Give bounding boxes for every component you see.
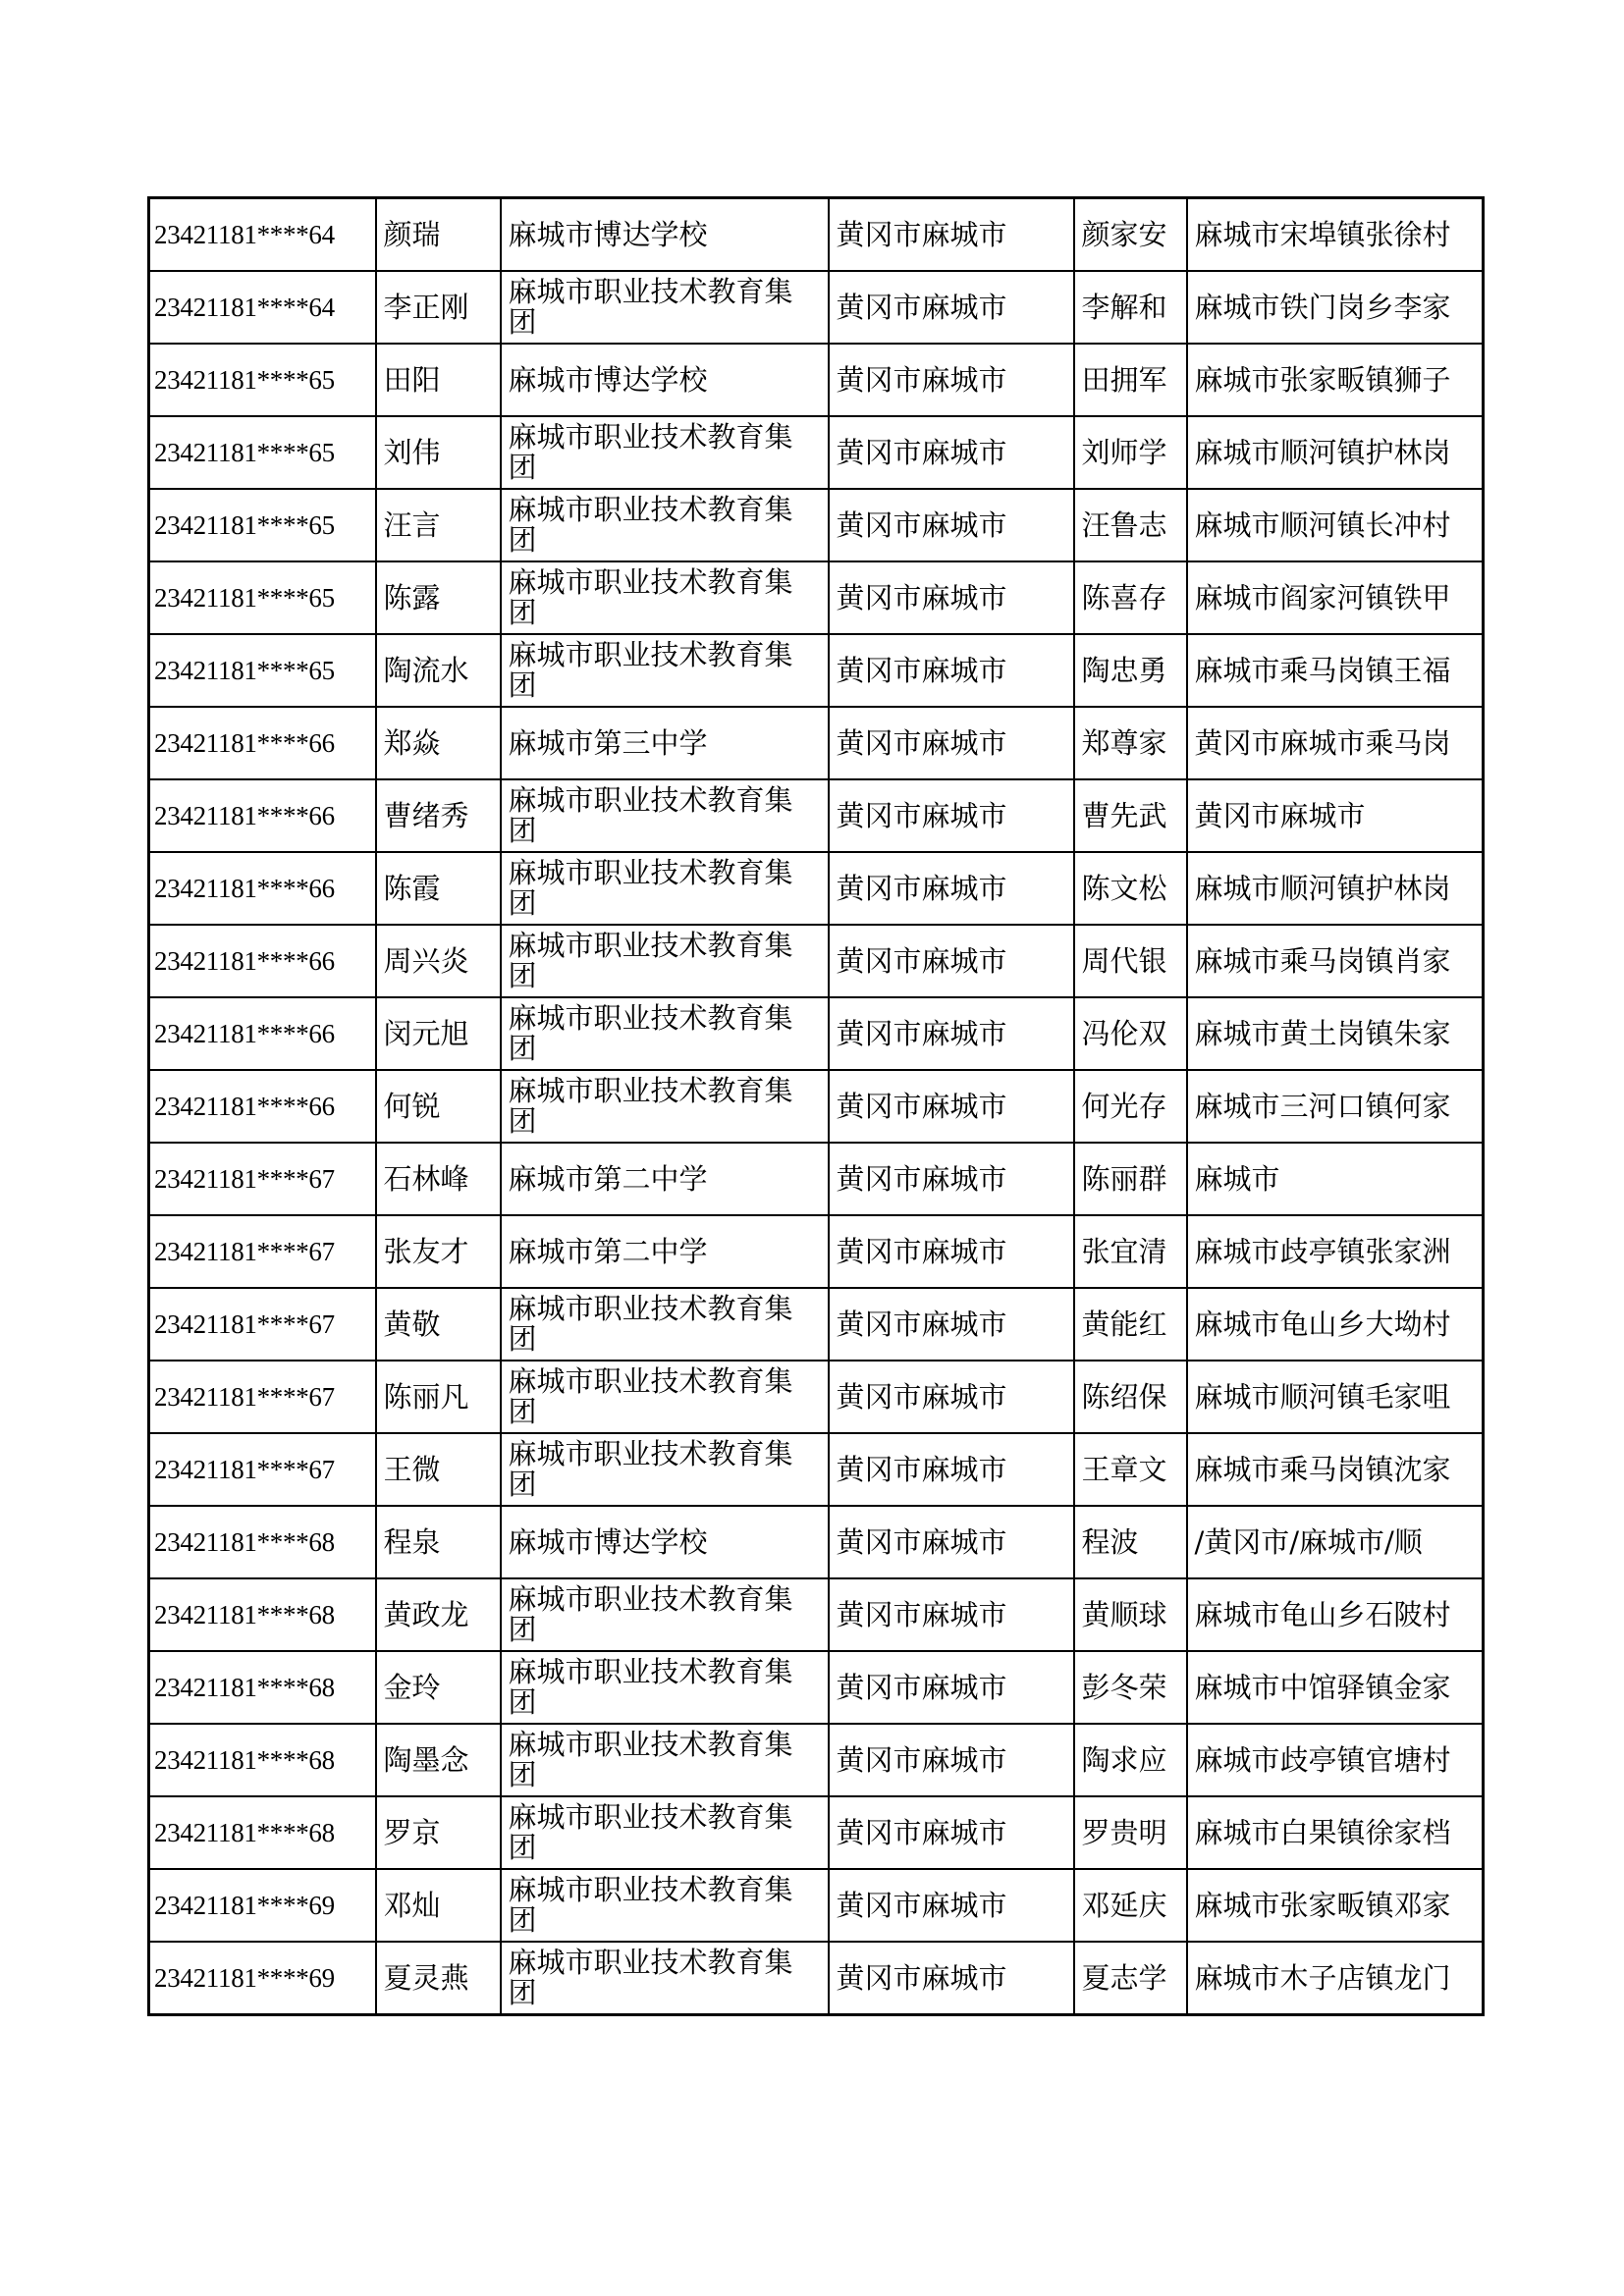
region-cell: 黄冈市麻城市	[829, 1143, 1074, 1215]
school-cell: 麻城市博达学校	[501, 1506, 829, 1578]
address-cell: 麻城市顺河镇护林岗	[1187, 416, 1484, 489]
address-cell: 麻城市歧亭镇张家洲	[1187, 1215, 1484, 1288]
guardian-name-cell: 彭冬荣	[1074, 1651, 1187, 1724]
guardian-name-cell: 陈绍保	[1074, 1361, 1187, 1433]
table-row	[149, 1942, 1484, 2015]
student-name-cell: 曹绪秀	[376, 779, 501, 852]
school-cell: 麻城市职业技术教育集团	[501, 1361, 829, 1433]
school-cell: 麻城市职业技术教育集团	[501, 1433, 829, 1506]
school-cell: 麻城市职业技术教育集团	[501, 1724, 829, 1796]
address-cell: 麻城市张家畈镇邓家	[1187, 1869, 1484, 1942]
student-id-cell: 23421181****67	[149, 1433, 376, 1506]
student-name-cell: 李正刚	[376, 271, 501, 344]
school-cell: 麻城市职业技术教育集团	[501, 997, 829, 1070]
address-cell: 麻城市歧亭镇官塘村	[1187, 1724, 1484, 1796]
student-id-cell: 23421181****66	[149, 925, 376, 997]
address-cell: 麻城市龟山乡大坳村	[1187, 1288, 1484, 1361]
table-row	[149, 1070, 1484, 1143]
school-cell: 麻城市职业技术教育集团	[501, 852, 829, 925]
school-cell: 麻城市职业技术教育集团	[501, 271, 829, 344]
school-cell: 麻城市职业技术教育集团	[501, 1651, 829, 1724]
guardian-name-cell: 黄能红	[1074, 1288, 1187, 1361]
guardian-name-cell: 程波	[1074, 1506, 1187, 1578]
guardian-name-cell: 陶求应	[1074, 1724, 1187, 1796]
student-name-cell: 周兴炎	[376, 925, 501, 997]
school-cell: 麻城市第二中学	[501, 1215, 829, 1288]
table-row	[149, 1578, 1484, 1651]
student-id-cell: 23421181****69	[149, 1942, 376, 2015]
address-cell: 麻城市乘马岗镇王福	[1187, 634, 1484, 707]
region-cell: 黄冈市麻城市	[829, 997, 1074, 1070]
guardian-name-cell: 何光存	[1074, 1070, 1187, 1143]
table-row	[149, 489, 1484, 561]
student-name-cell: 石林峰	[376, 1143, 501, 1215]
student-id-cell: 23421181****67	[149, 1215, 376, 1288]
student-name-cell: 颜瑞	[376, 198, 501, 272]
region-cell: 黄冈市麻城市	[829, 1796, 1074, 1869]
student-name-cell: 张友才	[376, 1215, 501, 1288]
school-cell: 麻城市职业技术教育集团	[501, 561, 829, 634]
guardian-name-cell: 邓延庆	[1074, 1869, 1187, 1942]
school-cell: 麻城市第二中学	[501, 1143, 829, 1215]
school-cell: 麻城市第三中学	[501, 707, 829, 779]
region-cell: 黄冈市麻城市	[829, 852, 1074, 925]
guardian-name-cell: 周代银	[1074, 925, 1187, 997]
guardian-name-cell: 张宜清	[1074, 1215, 1187, 1288]
student-name-cell: 邓灿	[376, 1869, 501, 1942]
address-cell: 麻城市顺河镇护林岗	[1187, 852, 1484, 925]
table-row	[149, 1433, 1484, 1506]
region-cell: 黄冈市麻城市	[829, 271, 1074, 344]
student-name-cell: 郑焱	[376, 707, 501, 779]
table-row	[149, 1724, 1484, 1796]
student-name-cell: 陈丽凡	[376, 1361, 501, 1433]
table-row	[149, 1361, 1484, 1433]
region-cell: 黄冈市麻城市	[829, 416, 1074, 489]
guardian-name-cell: 陶忠勇	[1074, 634, 1187, 707]
address-cell: 麻城市乘马岗镇沈家	[1187, 1433, 1484, 1506]
student-id-cell: 23421181****65	[149, 634, 376, 707]
region-cell: 黄冈市麻城市	[829, 1215, 1074, 1288]
table-row	[149, 561, 1484, 634]
guardian-name-cell: 田拥军	[1074, 344, 1187, 416]
student-name-cell: 王微	[376, 1433, 501, 1506]
table-row	[149, 1288, 1484, 1361]
student-id-cell: 23421181****65	[149, 344, 376, 416]
school-cell: 麻城市职业技术教育集团	[501, 1869, 829, 1942]
school-cell: 麻城市职业技术教育集团	[501, 416, 829, 489]
address-cell: 麻城市白果镇徐家档	[1187, 1796, 1484, 1869]
school-cell: 麻城市职业技术教育集团	[501, 1578, 829, 1651]
student-name-cell: 田阳	[376, 344, 501, 416]
student-id-cell: 23421181****64	[149, 198, 376, 272]
guardian-name-cell: 李解和	[1074, 271, 1187, 344]
student-id-cell: 23421181****66	[149, 779, 376, 852]
student-roster-table	[147, 196, 1485, 2016]
address-cell: 麻城市中馆驿镇金家	[1187, 1651, 1484, 1724]
student-name-cell: 陈霞	[376, 852, 501, 925]
guardian-name-cell: 冯伦双	[1074, 997, 1187, 1070]
region-cell: 黄冈市麻城市	[829, 779, 1074, 852]
address-cell: 麻城市顺河镇毛家咀	[1187, 1361, 1484, 1433]
table-row	[149, 1651, 1484, 1724]
student-name-cell: 夏灵燕	[376, 1942, 501, 2015]
student-name-cell: 闵元旭	[376, 997, 501, 1070]
address-cell: 黄冈市麻城市	[1187, 779, 1484, 852]
student-id-cell: 23421181****68	[149, 1651, 376, 1724]
region-cell: 黄冈市麻城市	[829, 1070, 1074, 1143]
region-cell: 黄冈市麻城市	[829, 1942, 1074, 2015]
student-id-cell: 23421181****66	[149, 1070, 376, 1143]
address-cell: 麻城市顺河镇长冲村	[1187, 489, 1484, 561]
table-row	[149, 997, 1484, 1070]
guardian-name-cell: 王章文	[1074, 1433, 1187, 1506]
student-name-cell: 金玲	[376, 1651, 501, 1724]
guardian-name-cell: 罗贵明	[1074, 1796, 1187, 1869]
student-id-cell: 23421181****68	[149, 1796, 376, 1869]
region-cell: 黄冈市麻城市	[829, 1578, 1074, 1651]
guardian-name-cell: 黄顺球	[1074, 1578, 1187, 1651]
guardian-name-cell: 陈文松	[1074, 852, 1187, 925]
school-cell: 麻城市职业技术教育集团	[501, 634, 829, 707]
address-cell: /黄冈市/麻城市/顺	[1187, 1506, 1484, 1578]
guardian-name-cell: 曹先武	[1074, 779, 1187, 852]
guardian-name-cell: 陈喜存	[1074, 561, 1187, 634]
school-cell: 麻城市职业技术教育集团	[501, 779, 829, 852]
table-row	[149, 271, 1484, 344]
student-id-cell: 23421181****66	[149, 852, 376, 925]
student-name-cell: 黄敬	[376, 1288, 501, 1361]
student-id-cell: 23421181****68	[149, 1578, 376, 1651]
student-id-cell: 23421181****66	[149, 707, 376, 779]
guardian-name-cell: 刘师学	[1074, 416, 1187, 489]
region-cell: 黄冈市麻城市	[829, 1869, 1074, 1942]
region-cell: 黄冈市麻城市	[829, 707, 1074, 779]
guardian-name-cell: 陈丽群	[1074, 1143, 1187, 1215]
region-cell: 黄冈市麻城市	[829, 489, 1074, 561]
region-cell: 黄冈市麻城市	[829, 925, 1074, 997]
guardian-name-cell: 颜家安	[1074, 198, 1187, 272]
student-id-cell: 23421181****67	[149, 1361, 376, 1433]
guardian-name-cell: 郑尊家	[1074, 707, 1187, 779]
student-name-cell: 程泉	[376, 1506, 501, 1578]
school-cell: 麻城市职业技术教育集团	[501, 1942, 829, 2015]
student-id-cell: 23421181****67	[149, 1143, 376, 1215]
school-cell: 麻城市职业技术教育集团	[501, 1796, 829, 1869]
address-cell: 麻城市张家畈镇狮子	[1187, 344, 1484, 416]
school-cell: 麻城市职业技术教育集团	[501, 1070, 829, 1143]
address-cell: 麻城市黄土岗镇朱家	[1187, 997, 1484, 1070]
student-id-cell: 23421181****66	[149, 997, 376, 1070]
address-cell: 麻城市	[1187, 1143, 1484, 1215]
student-name-cell: 陶流水	[376, 634, 501, 707]
region-cell: 黄冈市麻城市	[829, 1288, 1074, 1361]
student-id-cell: 23421181****65	[149, 416, 376, 489]
table-row	[149, 1215, 1484, 1288]
student-id-cell: 23421181****68	[149, 1506, 376, 1578]
table-row	[149, 852, 1484, 925]
table-row	[149, 198, 1484, 272]
table-row	[149, 416, 1484, 489]
table-row	[149, 344, 1484, 416]
student-name-cell: 陈露	[376, 561, 501, 634]
table-row	[149, 707, 1484, 779]
address-cell: 黄冈市麻城市乘马岗	[1187, 707, 1484, 779]
student-name-cell: 黄政龙	[376, 1578, 501, 1651]
table-row	[149, 779, 1484, 852]
region-cell: 黄冈市麻城市	[829, 1433, 1074, 1506]
table-row	[149, 1796, 1484, 1869]
roster-body	[149, 198, 1484, 2015]
address-cell: 麻城市阎家河镇铁甲	[1187, 561, 1484, 634]
region-cell: 黄冈市麻城市	[829, 198, 1074, 272]
address-cell: 麻城市龟山乡石陂村	[1187, 1578, 1484, 1651]
table-row	[149, 1143, 1484, 1215]
table-row	[149, 925, 1484, 997]
guardian-name-cell: 汪鲁志	[1074, 489, 1187, 561]
school-cell: 麻城市职业技术教育集团	[501, 1288, 829, 1361]
address-cell: 麻城市木子店镇龙门	[1187, 1942, 1484, 2015]
table-row	[149, 634, 1484, 707]
student-name-cell: 刘伟	[376, 416, 501, 489]
student-name-cell: 汪言	[376, 489, 501, 561]
region-cell: 黄冈市麻城市	[829, 561, 1074, 634]
region-cell: 黄冈市麻城市	[829, 1506, 1074, 1578]
school-cell: 麻城市博达学校	[501, 344, 829, 416]
school-cell: 麻城市职业技术教育集团	[501, 489, 829, 561]
address-cell: 麻城市宋埠镇张徐村	[1187, 198, 1484, 272]
address-cell: 麻城市铁门岗乡李家	[1187, 271, 1484, 344]
region-cell: 黄冈市麻城市	[829, 1361, 1074, 1433]
student-name-cell: 何锐	[376, 1070, 501, 1143]
student-name-cell: 罗京	[376, 1796, 501, 1869]
student-id-cell: 23421181****65	[149, 561, 376, 634]
student-id-cell: 23421181****68	[149, 1724, 376, 1796]
region-cell: 黄冈市麻城市	[829, 634, 1074, 707]
table-row	[149, 1869, 1484, 1942]
student-name-cell: 陶墨念	[376, 1724, 501, 1796]
region-cell: 黄冈市麻城市	[829, 344, 1074, 416]
guardian-name-cell: 夏志学	[1074, 1942, 1187, 2015]
school-cell: 麻城市博达学校	[501, 198, 829, 272]
student-id-cell: 23421181****67	[149, 1288, 376, 1361]
address-cell: 麻城市乘马岗镇肖家	[1187, 925, 1484, 997]
student-id-cell: 23421181****64	[149, 271, 376, 344]
student-id-cell: 23421181****69	[149, 1869, 376, 1942]
table-row	[149, 1506, 1484, 1578]
address-cell: 麻城市三河口镇何家	[1187, 1070, 1484, 1143]
student-id-cell: 23421181****65	[149, 489, 376, 561]
region-cell: 黄冈市麻城市	[829, 1651, 1074, 1724]
school-cell: 麻城市职业技术教育集团	[501, 925, 829, 997]
region-cell: 黄冈市麻城市	[829, 1724, 1074, 1796]
